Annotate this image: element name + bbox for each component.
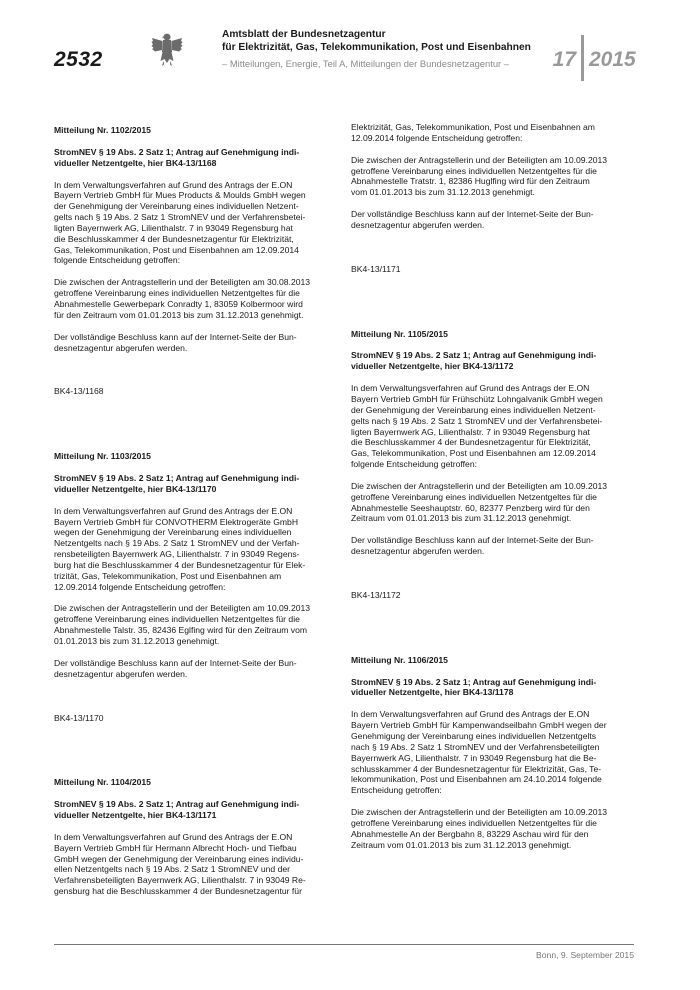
notice-paragraph: In dem Verwaltungsverfahren auf Grund des Antrags der E.ON Bayern Vertrieb GmbH für Mues Products & Moulds GmbH wegen der Genehmigung der Vereinbarung eines individuellen Netzent- gelts nach § 19 Abs. 2 Satz 1 StromNEV und der Verfahrensbetei- ligten Bayernwerk AG, Lilienthalstr. 7 in 93049 Regensburg hat die Beschlusskammer 4 der Bundesnetzagentur für Elektrizität, Gas, Telekommunikation, Post und Eisenbahnen am 12.09.2014 folgende Entscheidung getroffen: [54, 179, 306, 266]
notice-paragraph: Die zwischen der Antragstellerin und der Beteiligten am 10.09.2013 getroffene Vereinbarung eines individuellen Netzentgeltes für die Abnahmestelle Seeshauptstr. 60, 82377 Penzberg wird für den Zeitraum vom 01.01.2013 bis zum 31.12.2013 genehmigt. [351, 480, 608, 524]
notice-paragraph: In dem Verwaltungsverfahren auf Grund des Antrags der E.ON Bayern Vertrieb GmbH für Kampenwandseilbahn GmbH wegen der Genehmigung der Vereinbarung eines individuellen Netzentgelts nach § 19 Abs. 2 Satz 1 StromNEV und der Verfahrensbeteiligten Bayernwerk AG, Lilienthalstr. 7 in 93049 Regensburg hat die Be- schlusskammer 4 der Bundesnetzagentur für Elektrizität, Gas, Te- lekommunikation, Post und Eisenbahnen am 24.10.2014 folgende Entscheidung getroffen: [351, 709, 607, 796]
left-column [54, 122, 344, 897]
issue-number: 17 [552, 48, 576, 71]
case-reference: BK4-13/1168 [54, 386, 104, 397]
footer-place-date: Bonn, 9. September 2015 [536, 950, 634, 960]
issue-year: 2015 [589, 48, 636, 71]
publication-subtitle: – Mitteilungen, Energie, Teil A, Mitteilungen der Bundesnetzagentur – [222, 58, 509, 69]
publication-title-line2: für Elektrizität, Gas, Telekommunikation, Post und Eisenbahnen [222, 41, 531, 53]
federal-eagle-icon [150, 30, 184, 70]
notice-paragraph: Die zwischen der Antragstellerin und der Beteiligten am 10.09.2013 getroffene Vereinbarung eines individuellen Netzentgeltes für die Abnahmestelle Talstr. 35, 82436 Eglfing wird für den Zeitraum vom 01.01.2013 bis zum 31.12.2013 genehmigt. [54, 603, 311, 646]
case-reference: BK4-13/1172 [351, 589, 401, 600]
notice-paragraph: Der vollständige Beschluss kann auf der Internet-Seite der Bun- desnetzagentur abgerufen werden. [54, 331, 297, 353]
right-column [351, 122, 641, 850]
notice-paragraph: Der vollständige Beschluss kann auf der Internet-Seite der Bun- desnetzagentur abgerufen werden. [351, 535, 594, 557]
page-number: 2532 [54, 48, 103, 71]
notice-title: StromNEV § 19 Abs. 2 Satz 1; Antrag auf Genehmigung indi- vidueller Netzentgelte, hier BK4-13/1170 [54, 473, 300, 494]
notice-title: StromNEV § 19 Abs. 2 Satz 1; Antrag auf Genehmigung indi- vidueller Netzentgelte, hier BK4-13/1171 [54, 799, 300, 821]
notice-paragraph: Die zwischen der Antragstellerin und der Beteiligten am 30.08.2013 getroffene Vereinbarung eines individuellen Netzentgeltes für die Abnahmestelle Gewerbepark Conradty 1, 83059 Kolbermoor wird für den Zeitraum vom 01.01.2013 bis zum 31.12.2013 genehmigt. [54, 277, 311, 320]
notice-paragraph: Elektrizität, Gas, Telekommunikation, Post und Eisenbahnen am 12.09.2014 folgende Entscheidung getroffen: [351, 122, 595, 143]
notice-paragraph: In dem Verwaltungsverfahren auf Grund des Antrags der E.ON Bayern Vertrieb GmbH für Hermann Albrecht Hoch- und Tiefbau GmbH wegen der Genehmigung der Vereinbarung eines individu- ellen Netzentgelts nach § 19 Abs. 2 Satz 1 StromNEV und der Verfahrensbeteiligten Bayernwerk AG, Lilienthalstr. 7 in 93049 Re- gensburg hat die Beschlusskammer 4 der Bundesnetzagentur für [54, 831, 306, 897]
notice-title: StromNEV § 19 Abs. 2 Satz 1; Antrag auf Genehmigung indi- vidueller Netzentgelte, hier BK4-13/1172 [351, 350, 597, 372]
notice-paragraph: Die zwischen der Antragstellerin und der Beteiligten am 10.09.2013 getroffene Vereinbarung eines individuellen Netzentgeltes für die Abnahmestelle An der Bergbahn 8, 83229 Aschau wird für den Zeitraum vom 01.01.2013 bis zum 31.12.2013 genehmigt. [351, 807, 608, 850]
notice-paragraph: Der vollständige Beschluss kann auf der Internet-Seite der Bun- desnetzagentur abgerufen werden. [54, 657, 297, 679]
case-reference: BK4-13/1170 [54, 712, 104, 723]
notice-heading: Mitteilung Nr. 1105/2015 [351, 328, 448, 339]
publication-title-line1: Amtsblatt der Bundesnetzagentur [222, 29, 386, 40]
notice-heading: Mitteilung Nr. 1102/2015 [54, 125, 151, 135]
notice-paragraph: Der vollständige Beschluss kann auf der Internet-Seite der Bun- desnetzagentur abgerufen werden. [351, 209, 594, 230]
issue-divider [581, 35, 584, 81]
notice-paragraph: In dem Verwaltungsverfahren auf Grund des Antrags der E.ON Bayern Vertrieb GmbH für Frühschütz Lohngalvanik GmbH wegen der Genehmigung der Vereinbarung eines individuellen Netzent- gelts nach § 19 Abs. 2 Satz 1 StromNEV und der Verfahrensbetei- ligten Bayernwerk AG, Lilienthalstr. 7 in 93049 Regensburg hat die Beschlusskammer 4 der Bundesnetzagentur für Elektrizität, Gas, Telekommunikation, Post und Eisenbahnen am 12.09.2014 folgende Entscheidung getroffen: [351, 383, 603, 470]
footer-divider [54, 944, 634, 945]
publication-title [222, 29, 542, 54]
notice-paragraph: In dem Verwaltungsverfahren auf Grund des Antrags der E.ON Bayern Vertrieb GmbH für CONVOTHERM Elektrogeräte GmbH wegen der Genehmigung der Vereinbarung eines individuellen Netzentgelts nach § 19 Abs. 2 Satz 1 StromNEV und der Verfah- rensbeteiligten Bayernwerk AG, Lilienthalstr. 7 in 93049 Regens- burg hat die Beschlusskammer 4 der Bundesnetzagentur für Elek- trizität, Gas, Telekommunikation, Post und Eisenbahnen am 12.09.2014 folgende Entscheidung getroffen: [54, 505, 306, 592]
notice-title: StromNEV § 19 Abs. 2 Satz 1; Antrag auf Genehmigung indi- vidueller Netzentgelte, hier BK4-13/1178 [351, 676, 597, 698]
notice-heading: Mitteilung Nr. 1104/2015 [54, 777, 151, 788]
notice-title: StromNEV § 19 Abs. 2 Satz 1; Antrag auf Genehmigung indi- vidueller Netzentgelte, hier BK4-13/1168 [54, 146, 300, 168]
case-reference: BK4-13/1171 [351, 263, 401, 274]
notice-heading: Mitteilung Nr. 1106/2015 [351, 654, 448, 665]
notice-paragraph: Die zwischen der Antragstellerin und der Beteiligten am 10.09.2013 getroffene Vereinbarung eines individuellen Netzentgeltes für die Abnahmestelle Tratstr. 1, 82386 Huglfing wird für den Zeitraum vom 01.01.2013 bis zum 31.12.2013 genehmigt. [351, 154, 608, 198]
notice-heading: Mitteilung Nr. 1103/2015 [54, 451, 151, 462]
